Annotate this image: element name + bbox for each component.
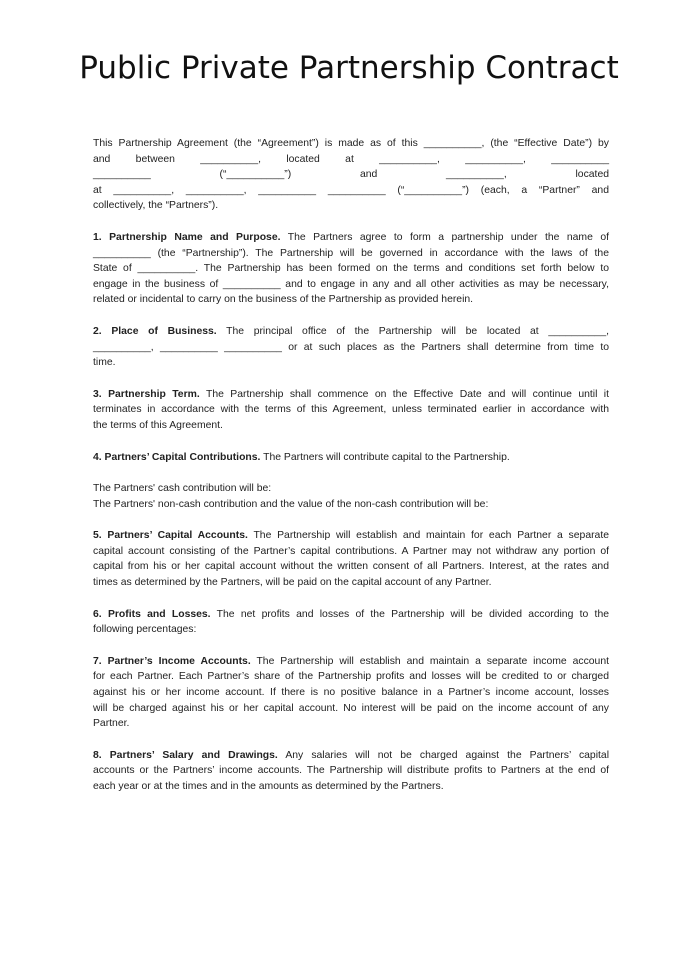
section-line: engage in the business of __________ and to engage in any and all other activities as may be necessary, (93, 278, 609, 290)
section-5 (93, 528, 609, 590)
section-first-line (93, 654, 609, 670)
section-first-line (93, 387, 609, 403)
section-heading: 4. Partners’ Capital Contributions. (93, 451, 261, 463)
cash-contribution-line: The Partners' cash contribution will be: (93, 483, 272, 495)
section-7 (93, 654, 609, 732)
section-heading: 6. Profits and Losses. (93, 608, 211, 620)
section-line: __________ (the “Partnership”). The Partnership will be governed in accordance with the laws of the (93, 247, 609, 259)
intro-line: collectively, the “Partners”). (93, 200, 219, 212)
section-text: Any salaries will not be charged against the Partners’ capital (277, 749, 609, 761)
section-text: The net profits and losses of the Partnership will be divided according to the (210, 608, 610, 620)
intro-line: at __________, __________, __________ __________ (“__________”) (each, a “Partner” and (93, 184, 609, 196)
section-heading: 5. Partners’ Capital Accounts. (93, 530, 248, 542)
intro-line: This Partnership Agreement (the “Agreement”) is made as of this __________, (the “Effective Date”) by (93, 138, 609, 149)
section-first-line (93, 230, 609, 246)
section-heading: 1. Partnership Name and Purpose. (93, 231, 281, 243)
section-text: The Partnership shall commence on the Effective Date and will continue until it (199, 388, 609, 400)
document-body (93, 136, 609, 811)
section-6 (93, 607, 609, 638)
section-heading: 8. Partners’ Salary and Drawings. (93, 749, 278, 761)
section-line: will be charged against his or her capital account. No interest will be paid on the income account of any (93, 702, 609, 714)
section-line: related or incidental to carry on the business of the Partnership as provided herein. (93, 294, 474, 306)
contribution-lines (93, 481, 609, 512)
section-3 (93, 387, 609, 434)
section-line: __________, __________ __________ or at such places as the Partners shall determine from time to (93, 341, 609, 353)
section-first-line (93, 528, 609, 544)
section-text: The principal office of the Partnership will be located at __________, (216, 325, 609, 337)
section-line: each year or at the times and in the amounts as determined by the Partners. (93, 781, 444, 792)
section-line: accounts or the Partners’ income accounts. The Partnership will distribute profits to Partners at the end of (93, 765, 609, 777)
section-first-line (93, 748, 609, 764)
section-line: capital account consisting of the Partner’s capital contributions. A Partner may not withdraw any portion of (93, 545, 609, 557)
section-line: times as determined by the Partners, will be paid on the capital account of any Partner. (93, 577, 492, 589)
section-line: the terms of this Agreement. (93, 419, 223, 431)
section-heading: 2. Place of Business. (93, 325, 217, 337)
section-line: time. (93, 357, 116, 369)
section-2 (93, 324, 609, 371)
section-line: State of __________. The Partnership has been formed on the terms and conditions set forth below to (93, 263, 609, 275)
section-first-line (93, 324, 609, 340)
intro-line: and between __________, located at __________, __________, __________ (93, 153, 609, 165)
section-line: following percentages: (93, 624, 197, 636)
section-4 (93, 450, 609, 466)
section-text: The Partners will contribute capital to the Partnership. (260, 451, 510, 463)
section-1 (93, 230, 609, 308)
noncash-contribution-line: The Partners' non-cash contribution and the value of the non-cash contribution will be: (93, 498, 489, 510)
section-8 (93, 748, 609, 795)
section-line: capital from his or her capital account without the written consent of all Partners. Interest, at the rates and (93, 561, 609, 573)
section-line: for each Partner. Each Partner’s share of the Partnership profits and losses will be credited to or charged (93, 671, 609, 683)
section-text: The Partnership will establish and maintain for each Partner a separate (247, 530, 609, 542)
document-title: Public Private Partnership Contract (79, 50, 619, 86)
section-text: The Partnership will establish and maintain a separate income account (250, 655, 609, 667)
section-text: The Partners agree to form a partnership under the name of (280, 231, 609, 243)
section-line: terminates in accordance with the terms of this Agreement, unless terminated earlier in accordance with (93, 404, 609, 416)
section-heading: 3. Partnership Term. (93, 388, 200, 400)
section-line: against his or her income account. If there is no positive balance in a Partner’s income account, losses (93, 687, 609, 699)
section-first-line (93, 450, 609, 466)
section-heading: 7. Partner’s Income Accounts. (93, 655, 251, 667)
intro-paragraph (93, 136, 609, 214)
section-first-line (93, 607, 609, 623)
intro-line: __________ (“__________”) and __________, located (93, 169, 609, 181)
section-line: Partner. (93, 718, 130, 730)
